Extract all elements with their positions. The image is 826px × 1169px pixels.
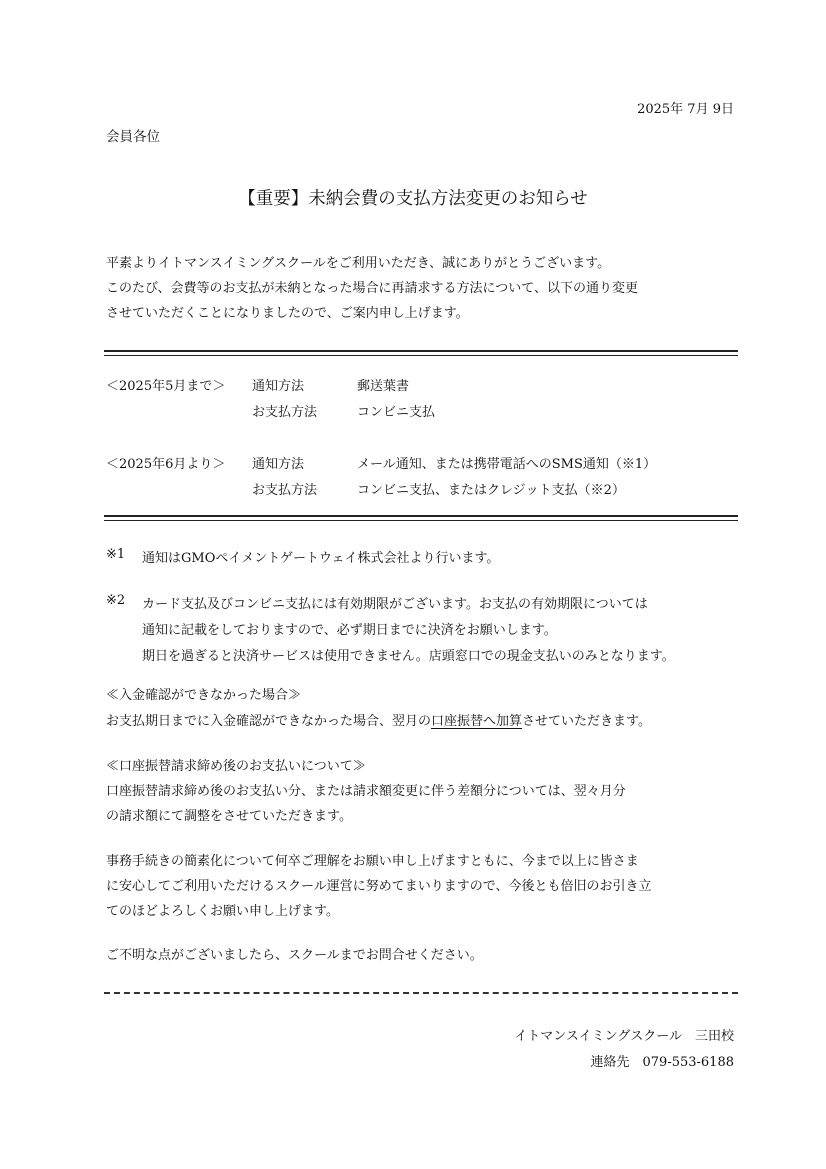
school-name: イトマンスイミングスクール 三田校 xyxy=(514,1029,734,1044)
page-title: 【重要】未納会費の支払方法変更のお知らせ xyxy=(238,189,588,209)
section-heading: ≪口座振替請求締め後のお支払いについて≫ xyxy=(106,759,366,774)
note-mark: ※2 xyxy=(106,593,126,608)
note-mark: ※1 xyxy=(106,547,126,562)
section-text-part: お支払期日までに入金確認ができなかった場合、翌月の xyxy=(106,714,432,729)
contact-info: 連絡先 079-553-6188 xyxy=(590,1055,734,1070)
intro-line: させていただくことになりましたので、ご案内申し上げます。 xyxy=(106,306,469,321)
closing-line: てのほどよろしくお願い申し上げます。 xyxy=(106,904,339,919)
inquiry-text: ご不明な点がございましたら、スクールまでお問合せください。 xyxy=(106,948,483,963)
dashed-divider xyxy=(104,992,738,994)
intro-line: このたび、会費等のお支払が未納となった場合に再請求する方法について、以下の通り変更 xyxy=(106,281,638,296)
note-text: カード支払及びコンビニ支払には有効期限がございます。お支払の有効期限については xyxy=(142,597,648,612)
row-value: コンビニ支払 xyxy=(357,405,436,420)
section-text: 口座振替請求締め後のお支払い分、または請求額変更に伴う差額分については、翌々月分 xyxy=(106,784,626,799)
section-heading: ≪入金確認ができなかった場合≫ xyxy=(106,688,302,703)
underlined-text: 口座振替へ加算 xyxy=(431,714,523,729)
row-label: 通知方法 xyxy=(252,457,305,472)
issue-date: 2025年 7月 9日 xyxy=(637,102,734,117)
note-text: 通知に記載をしておりますので、必ず期日までに決済をお願いします。 xyxy=(142,623,557,638)
row-label: お支払方法 xyxy=(252,483,318,498)
closing-line: に安心してご利用いただけるスクール運営に努めてまいりますので、今後とも倍旧のお引き立 xyxy=(106,879,652,894)
row-label: 通知方法 xyxy=(252,379,305,394)
table-top-rule xyxy=(104,350,738,356)
row-value: メール通知、または携帯電話へのSMS通知（※1） xyxy=(357,457,657,472)
row-value: 郵送葉書 xyxy=(357,379,410,394)
table-bottom-rule xyxy=(104,515,738,521)
period-label: ＜2025年5月まで＞ xyxy=(106,379,226,394)
note-text: 通知はGMOペイメントゲートウェイ株式会社より行います。 xyxy=(142,551,500,566)
section-text-part: させていただきます。 xyxy=(522,714,651,729)
note-text: 期日を過ぎると決済サービスは使用できません。店頭窓口での現金支払いのみとなります。 xyxy=(142,649,675,664)
section-text: の請求額にて調整をさせていただきます。 xyxy=(106,809,352,824)
closing-line: 事務手続きの簡素化について何卒ご理解をお願い申し上げますともに、今まで以上に皆さま xyxy=(106,854,639,869)
row-label: お支払方法 xyxy=(252,405,318,420)
row-value: コンビニ支払、またはクレジット支払（※2） xyxy=(357,483,625,498)
section-text xyxy=(106,712,651,731)
period-label: ＜2025年6月より＞ xyxy=(106,457,226,472)
intro-line: 平素よりイトマンスイミングスクールをご利用いただき、誠にありがとうございます。 xyxy=(106,256,611,271)
recipient: 会員各位 xyxy=(106,129,160,145)
